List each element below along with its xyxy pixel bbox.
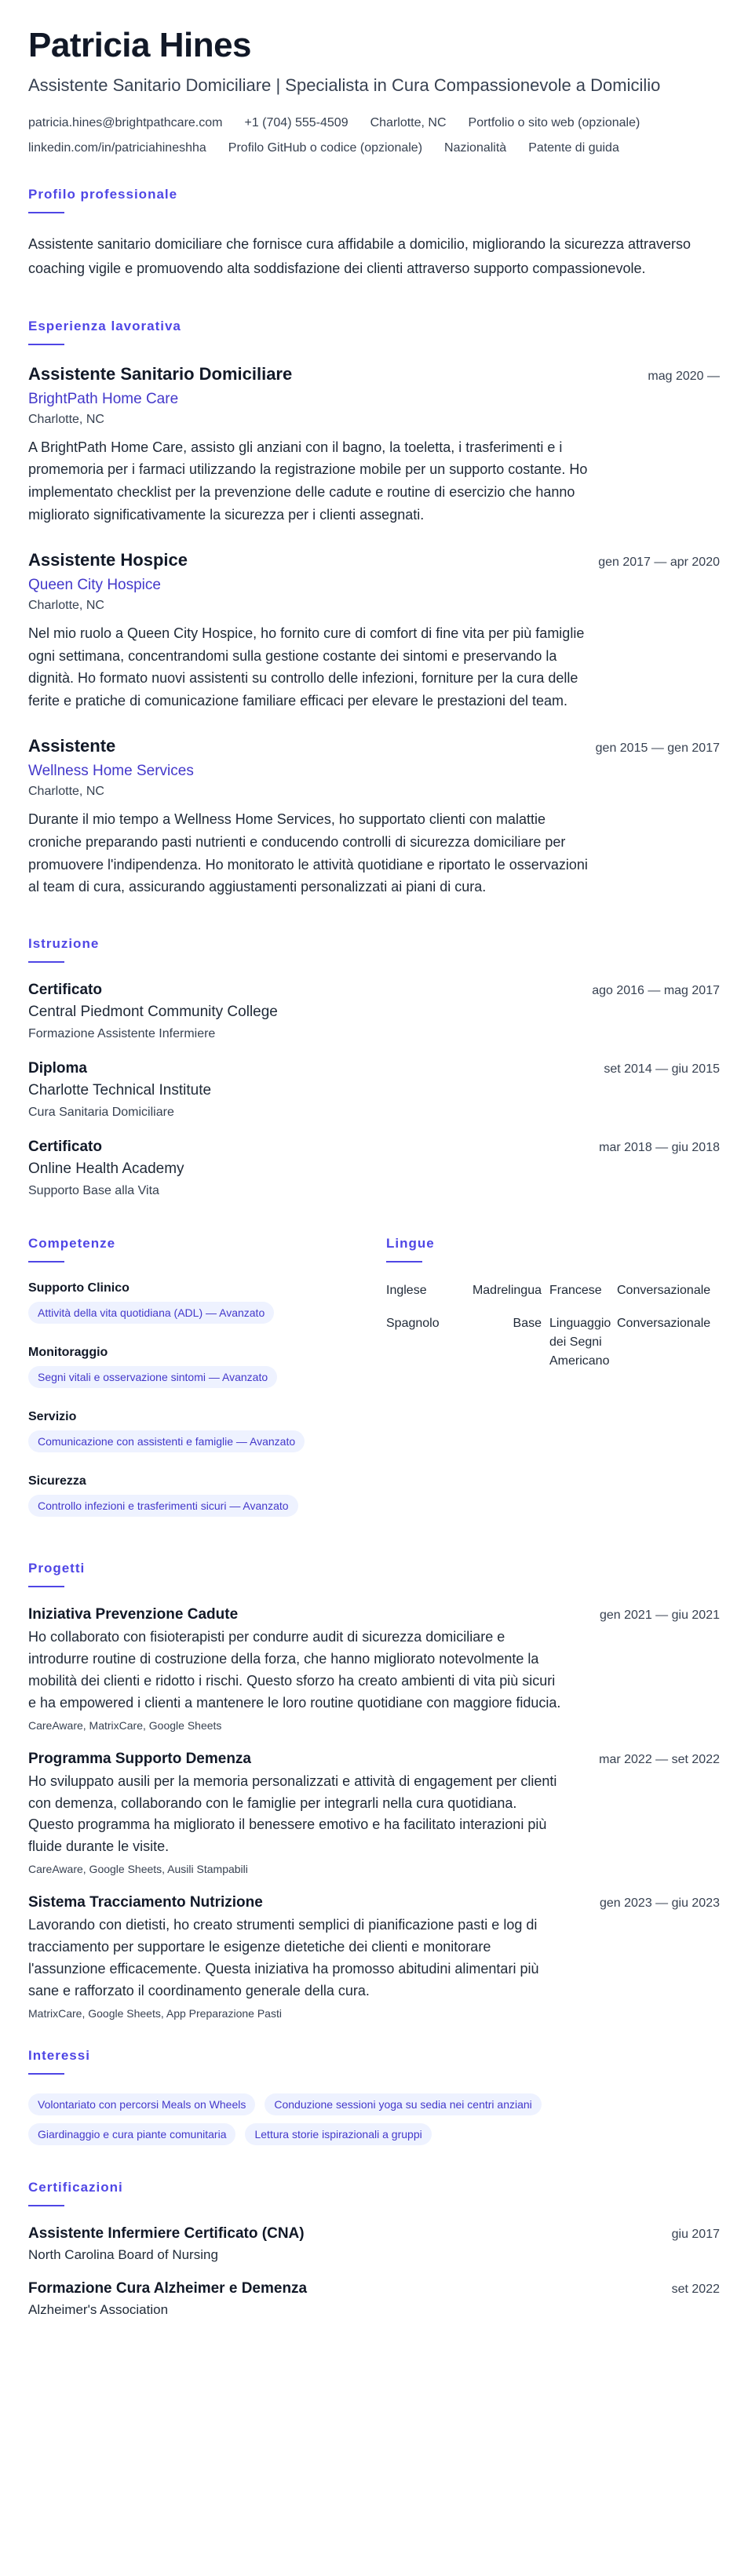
section-title-education: Istruzione [28,936,100,952]
language-name: Spagnolo [386,1317,440,1331]
candidate-name: Patricia Hines [28,26,252,64]
education-school: Charlotte Technical Institute [28,1082,212,1099]
skill-category: Servizio [28,1410,77,1424]
language-name: Francese [549,1284,602,1298]
section-title-interests: Interessi [28,2047,90,2063]
languages-section [386,1236,720,1536]
certification-entry [28,2280,720,2318]
education-entry [28,1139,720,1198]
language-name: Linguaggio dei Segni Americano [549,1317,611,1368]
certifications-section [28,2180,720,2318]
education-degree: Certificato [28,1139,102,1156]
project-date: gen 2023 — giu 2023 [599,1896,720,1911]
job-date: gen 2015 — gen 2017 [595,741,720,755]
job-company: Wellness Home Services [28,762,194,779]
profile-summary: Assistente sanitario domiciliare che fornisce cura affidabile a domicilio, migliorando la sicurezza attraverso coaching vigile e promuovendo alta soddisfazione dei clienti attraverso supporto compassionevole. [28,236,691,276]
job-description: Durante il mio tempo a Wellness Home Services, ho supportato clienti con malattie croniche preparando pasti nutrienti e conducendo controlli di sicurezza domiciliare per promuovere l'indipendenza. Ho monitorato le attività quotidiane e riportato le osservazioni al team di cura, assicurando aggiustamenti personalizzati ai piani di cura. [28,811,588,895]
skill-tag: Controllo infezioni e trasferimenti sicuri — Avanzato [28,1495,298,1517]
contact-phone[interactable]: +1 (704) 555-4509 [244,116,348,130]
skills-languages-row [28,1236,720,1536]
job-title: Assistente Sanitario Domiciliare [28,363,293,384]
interest-tag: Lettura storie ispirazionali a gruppi [245,2123,431,2145]
project-title: Programma Supporto Demenza [28,1750,251,1767]
projects-section [28,1561,720,2020]
project-tech: CareAware, MatrixCare, Google Sheets [28,1718,222,1732]
education-date: mar 2018 — giu 2018 [599,1141,720,1155]
education-school: Central Piedmont Community College [28,1004,278,1021]
education-degree: Diploma [28,1060,87,1077]
job-location: Charlotte, NC [28,598,104,612]
education-school: Online Health Academy [28,1160,184,1178]
language-row [386,1314,720,1371]
project-description: Lavorando con dietisti, ho creato strumenti semplici di pianificazione pasti e log di tracciamento per supportare le esigenze dietetiche dei clienti e monitorare l'assunzione efficacemente. Questa iniziativa ha promosso abitudini alimentari più sane e rafforzato il coordinamento generale della cura. [28,1917,539,1998]
job-entry [28,364,720,526]
project-date: mar 2022 — set 2022 [599,1752,720,1766]
project-date: gen 2021 — giu 2021 [599,1609,720,1623]
certification-entry [28,2225,720,2263]
language-level: Conversazionale [617,1317,711,1331]
section-title-certifications: Certificazioni [28,2179,123,2195]
job-location: Charlotte, NC [28,784,104,798]
contact-license: Patente di guida [528,141,619,155]
skill-category: Monitoraggio [28,1346,108,1360]
job-description: Nel mio ruolo a Queen City Hospice, ho fornito cure di comfort di fine vita per più famiglie ogni settimana, concentrandomi sulla gestione costante dei sintomi e preservando la dignità. Ho formato nuovi assistenti su controllo delle infezioni, forniture per la cura delle ferite e pratiche di comunicazione familiare efficaci per elevare le prestazioni del team. [28,625,585,709]
section-divider [28,961,64,963]
language-level: Base [513,1317,542,1331]
certification-date: set 2022 [671,2282,720,2296]
project-entry [28,1894,720,2020]
education-field: Cura Sanitaria Domiciliare [28,1106,174,1120]
language-level: Conversazionale [617,1284,711,1298]
certification-name: Assistente Infermiere Certificato (CNA) [28,2224,305,2242]
job-title: Assistente Hospice [28,549,188,570]
language-level: Madrelingua [472,1284,542,1298]
skill-tag: Comunicazione con assistenti e famiglie — Avanzato [28,1430,305,1452]
project-description: Ho sviluppato ausili per la memoria personalizzati e attività di engagement per clienti con demenza, collaborando con le famiglie per integrarli nella cura quotidiana. Questo programma ha migliorato il benessere emotivo e ha facilitato interazioni più fluide durante le visite. [28,1773,557,1855]
language-name: Inglese [386,1284,427,1298]
section-title-projects: Progetti [28,1561,86,1576]
interests-section [28,2048,720,2145]
certification-date: giu 2017 [671,2227,720,2241]
certification-name: Formazione Cura Alzheimer e Demenza [28,2279,308,2297]
job-entry [28,736,720,898]
section-divider [28,212,64,213]
section-divider [28,2073,64,2075]
education-field: Formazione Assistente Infermiere [28,1027,216,1041]
job-date: gen 2017 — apr 2020 [598,555,720,569]
skill-tag: Attività della vita quotidiana (ADL) — Avanzato [28,1302,274,1324]
certification-issuer: Alzheimer's Association [28,2301,169,2317]
section-divider [28,1586,64,1587]
contact-github[interactable]: Profilo GitHub o codice (opzionale) [228,141,423,155]
interest-tag: Conduzione sessioni yoga su sedia nei centri anziani [265,2093,541,2115]
contact-linkedin[interactable]: linkedin.com/in/patriciahineshha [28,141,206,155]
job-company: BrightPath Home Care [28,390,179,407]
project-entry [28,1751,720,1876]
certification-issuer: North Carolina Board of Nursing [28,2246,218,2262]
project-title: Iniziativa Prevenzione Cadute [28,1606,239,1623]
project-entry [28,1606,720,1732]
section-divider [28,1261,64,1262]
education-date: set 2014 — giu 2015 [604,1062,720,1077]
profile-section [28,187,720,280]
interest-tag: Giardinaggio e cura piante comunitaria [28,2123,235,2145]
interest-tag: Volontariato con percorsi Meals on Wheels [28,2093,255,2115]
skill-category: Supporto Clinico [28,1281,130,1295]
education-entry [28,982,720,1041]
contact-list [28,116,720,155]
education-field: Supporto Base alla Vita [28,1184,159,1198]
experience-section [28,319,720,899]
skill-category: Sicurezza [28,1474,86,1488]
language-row [386,1281,720,1300]
job-title: Assistente [28,735,116,756]
job-location: Charlotte, NC [28,412,104,426]
project-tech: MatrixCare, Google Sheets, App Preparazione Pasti [28,2006,282,2020]
job-description: A BrightPath Home Care, assisto gli anziani con il bagno, la toeletta, i trasferimenti e i promemoria per i farmaci utilizzando la registrazione mobile per un supporto costante. Ho implementato checklist per la prevenzione delle cadute e routine di esercizio che hanno migliorato significativamente la sicurezza per i clienti assegnati. [28,439,588,523]
section-title-skills: Competenze [28,1236,116,1252]
section-divider [386,1261,422,1262]
education-date: ago 2016 — mag 2017 [592,984,720,998]
project-title: Sistema Tracciamento Nutrizione [28,1894,263,1911]
project-description: Ho collaborato con fisioterapisti per condurre audit di sicurezza domiciliare e introdurre routine di costruzione della forza, che hanno migliorato notevolmente la mobilità dei clienti e ridotto i rischi. Questo sforzo ha creato ambienti di vita più sicuri e ha empowered i clienti a mantenere le loro routine quotidiane con maggiore fiducia. [28,1629,561,1711]
contact-nationality: Nazionalità [444,141,507,155]
candidate-headline: Assistente Sanitario Domiciliare | Specialista in Cura Compassionevole a Domicilio [28,75,661,96]
job-company: Queen City Hospice [28,576,161,593]
contact-portfolio[interactable]: Portfolio o sito web (opzionale) [468,116,640,130]
section-divider [28,344,64,345]
skill-tag: Segni vitali e osservazione sintomi — Avanzato [28,1366,277,1388]
education-entry [28,1060,720,1120]
contact-location: Charlotte, NC [370,116,447,130]
section-title-languages: Lingue [386,1236,435,1252]
education-section [28,936,720,1198]
interest-list [28,2093,625,2145]
job-entry [28,550,720,712]
project-tech: CareAware, Google Sheets, Ausili Stampabili [28,1863,248,1876]
contact-email[interactable]: patricia.hines@brightpathcare.com [28,116,223,130]
section-title-profile: Profilo professionale [28,187,178,202]
section-title-experience: Esperienza lavorativa [28,318,181,333]
education-degree: Certificato [28,982,102,999]
skills-section [28,1236,342,1536]
section-divider [28,2205,64,2206]
job-date: mag 2020 — [648,369,720,383]
